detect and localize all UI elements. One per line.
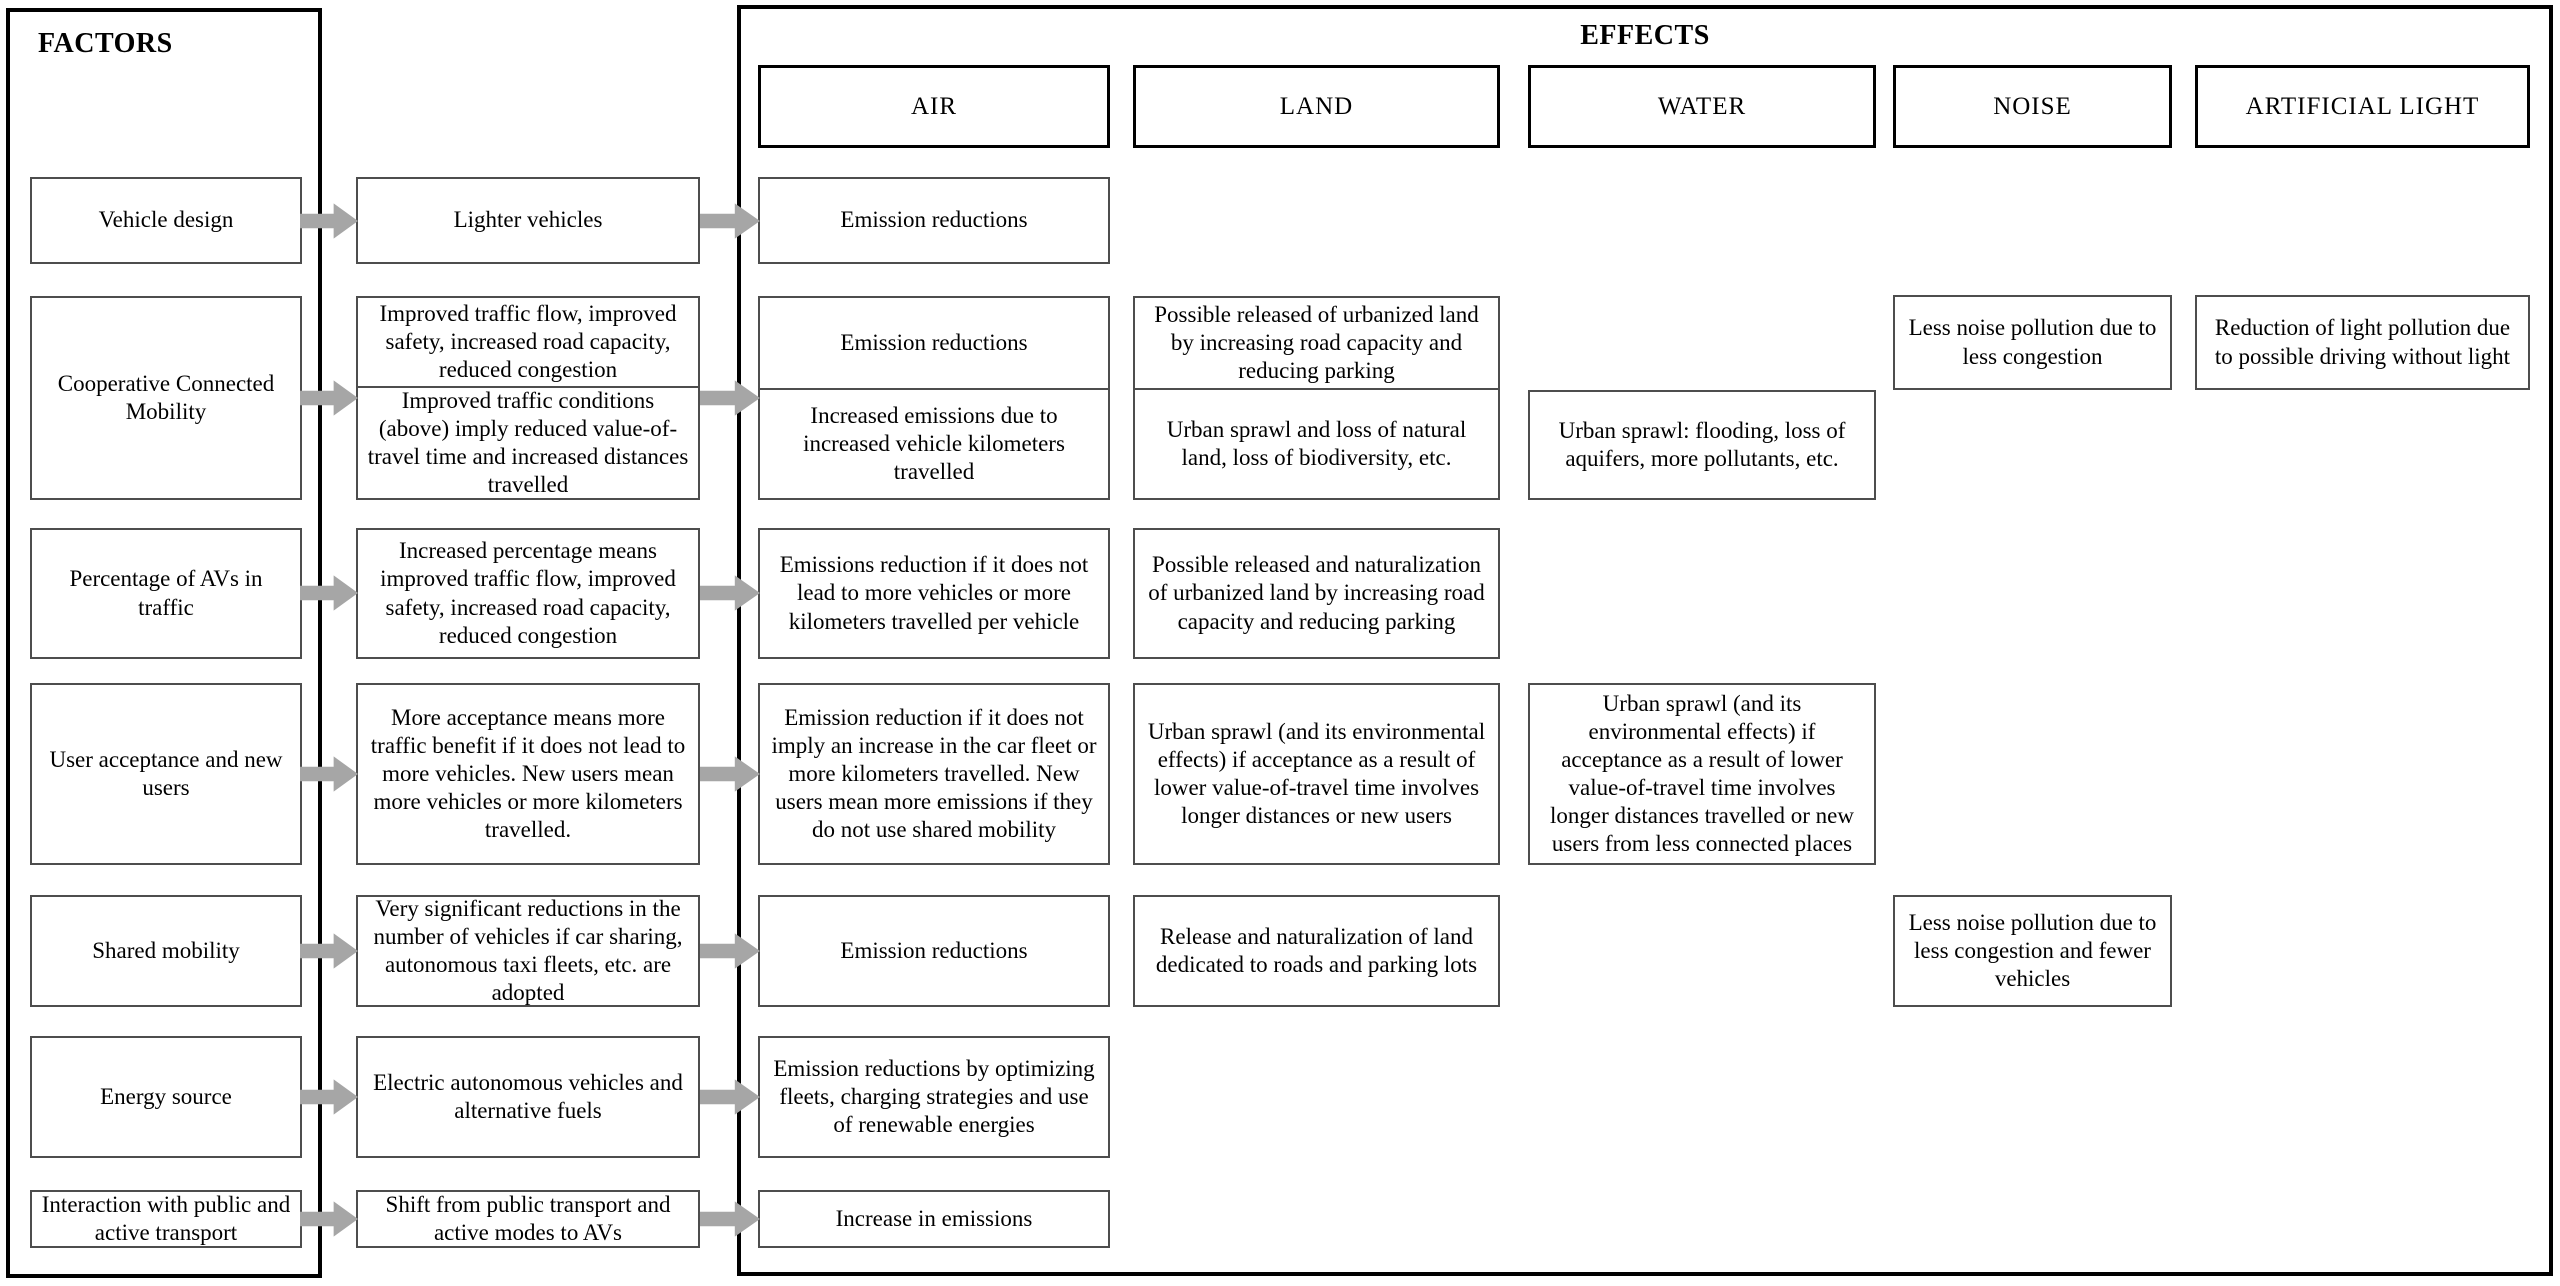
mechanism-ccm-bottom: Improved traffic conditions (above) imply reduced value-of-travel time and increased distances travelled — [367, 388, 689, 498]
effect-noise-shared-mobility: Less noise pollution due to less congestion and fewer vehicles — [1893, 895, 2172, 1007]
effect-land-ccm-top: Possible released of urbanized land by increasing road capacity and reducing parking — [1135, 298, 1498, 390]
column-header-noise: NOISE — [1893, 65, 2172, 148]
effect-air-vehicle-design: Emission reductions — [758, 177, 1110, 264]
factor-vehicle-design: Vehicle design — [30, 177, 302, 264]
effect-water-ccm: Urban sprawl: flooding, loss of aquifers, more pollutants, etc. — [1528, 390, 1876, 500]
mechanism-percentage-of-avs: Increased percentage means improved traffic flow, improved safety, increased road capacity, reduced congestion — [356, 528, 700, 659]
mechanism-energy-source: Electric autonomous vehicles and alternative fuels — [356, 1036, 700, 1158]
effects-panel-title: EFFECTS — [1580, 20, 1710, 51]
column-header-water: WATER — [1528, 65, 1876, 148]
factor-cooperative-connected-mobility: Cooperative Connected Mobility — [30, 296, 302, 500]
mechanism-interaction-public-transport: Shift from public transport and active modes to AVs — [356, 1190, 700, 1248]
effect-air-ccm-bottom: Increased emissions due to increased vehicle kilometers travelled — [803, 403, 1065, 485]
effect-air-interaction-public-transport: Increase in emissions — [758, 1190, 1110, 1248]
column-header-air: AIR — [758, 65, 1110, 148]
mechanism-user-acceptance: More acceptance means more traffic benefit if it does not lead to more vehicles. New users mean more vehicles or more kilometers travelled. — [356, 683, 700, 865]
effect-land-percentage-of-avs: Possible released and naturalization of urbanized land by increasing road capacity and reducing parking — [1133, 528, 1500, 659]
factor-energy-source: Energy source — [30, 1036, 302, 1158]
effect-artificial-light-ccm: Reduction of light pollution due to possible driving without light — [2195, 295, 2530, 390]
factor-user-acceptance: User acceptance and new users — [30, 683, 302, 865]
effect-air-energy-source: Emission reductions by optimizing fleets, charging strategies and use of renewable energies — [758, 1036, 1110, 1158]
column-header-artificial-light: ARTIFICIAL LIGHT — [2195, 65, 2530, 148]
factor-interaction-public-transport: Interaction with public and active transport — [30, 1190, 302, 1248]
effect-noise-ccm: Less noise pollution due to less congestion — [1893, 295, 2172, 390]
effect-air-user-acceptance: Emission reduction if it does not imply an increase in the car fleet or more kilometers travelled. New users mean more emissions if they do not use shared mobility — [758, 683, 1110, 865]
factor-percentage-of-avs: Percentage of AVs in traffic — [30, 528, 302, 659]
factors-panel-title: FACTORS — [38, 28, 173, 59]
mechanism-ccm-top: Improved traffic flow, improved safety, increased road capacity, reduced congestion — [358, 298, 698, 388]
mechanism-shared-mobility: Very significant reductions in the number of vehicles if car sharing, autonomous taxi fleets, etc. are adopted — [356, 895, 700, 1007]
column-header-land: LAND — [1133, 65, 1500, 148]
effect-air-ccm-top: Emission reductions — [760, 298, 1108, 390]
effect-air-ccm — [758, 296, 1110, 500]
mechanism-cooperative-connected-mobility — [356, 296, 700, 500]
effect-land-ccm — [1133, 296, 1500, 500]
effect-water-user-acceptance: Urban sprawl (and its environmental effects) if acceptance as a result of lower value-of-travel time involves longer distances travelled or new users from less connected places — [1528, 683, 1876, 865]
mechanism-vehicle-design: Lighter vehicles — [356, 177, 700, 264]
factor-shared-mobility: Shared mobility — [30, 895, 302, 1007]
effect-air-shared-mobility: Emission reductions — [758, 895, 1110, 1007]
effect-land-ccm-bottom: Urban sprawl and loss of natural land, loss of biodiversity, etc. — [1166, 417, 1467, 471]
effect-air-percentage-of-avs: Emissions reduction if it does not lead to more vehicles or more kilometers travelled per vehicle — [758, 528, 1110, 659]
effect-land-user-acceptance: Urban sprawl (and its environmental effects) if acceptance as a result of lower value-of-travel time involves longer distances or new users — [1133, 683, 1500, 865]
effect-land-shared-mobility: Release and naturalization of land dedicated to roads and parking lots — [1133, 895, 1500, 1007]
